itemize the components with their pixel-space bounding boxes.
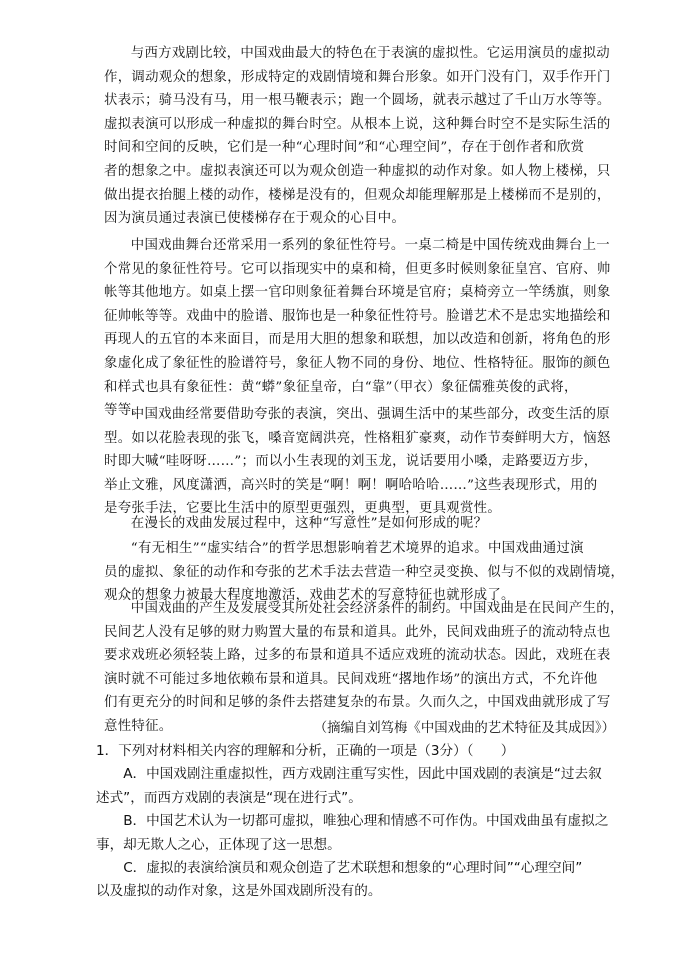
text-line: 征帅帐等等。戏曲中的脸谱、服饰也是一种象征性符号。脸谱艺术不是忠实地描绘和 bbox=[104, 308, 611, 324]
text-line: 虚拟表演可以形成一种虚拟的舞台时空。从根本上说，这种舞台时空不是实际生活的 bbox=[104, 116, 611, 132]
question-stem: 1．下列对材料相关内容的理解和分析，正确的一项是（3分）（ ） bbox=[96, 743, 515, 759]
option-b-line[interactable]: B．中国艺术认为一切都可虚拟，唯独心理和情感不可作伪。中国戏曲虽有虚拟之 bbox=[123, 813, 609, 830]
text-line: 个常见的象征性符号。它可以指现实中的桌和椅，但更多时候则象征皇宫、官府、帅 bbox=[104, 261, 611, 277]
source-citation: （摘编自刘笃梅《中国戏曲的艺术特征及其成因》） bbox=[313, 721, 615, 736]
option-b-line[interactable]: 事，却无欺人之心，正体现了这一思想。 bbox=[96, 836, 341, 853]
paragraph-economic-conditions bbox=[104, 597, 624, 739]
text-line: 等等。 bbox=[104, 403, 146, 419]
text-line: 与西方戏剧比较，中国戏曲最大的特色在于表演的虚拟性。它运用演员的虚拟动 bbox=[130, 46, 610, 61]
text-line: 演时就不可能过多地依赖布景和道具。民间戏班“撂地作场”的演出方式，不允许他 bbox=[104, 671, 598, 687]
paragraph-question-intro bbox=[104, 512, 604, 536]
text-line: 举止文雅，风度潇洒，高兴时的笑是“啊！啊！啊哈哈哈……”这些表现形式，用的 bbox=[104, 477, 598, 493]
option-a-line[interactable]: A．中国戏剧注重虚拟性，西方戏剧注重写实性，因此中国戏剧的表演是“过去叙 bbox=[123, 766, 602, 783]
paragraph-exaggeration bbox=[104, 403, 611, 521]
text-line: 中国戏曲舞台还常采用一系列的象征性符号。一桌二椅是中国传统戏曲舞台上一 bbox=[130, 238, 610, 253]
text-line: 时即大喊“哇呀呀……”；而以小生表现的刘玉龙，说话要用小嗓，走路要迈方步， bbox=[104, 454, 598, 470]
option-c-line[interactable]: C．虚拟的表演给演员和观众创造了艺术联想和想象的“心理时间”“心理空间” bbox=[123, 860, 583, 877]
paragraph-virtuality bbox=[104, 42, 611, 231]
text-line: 时间和空间的反映，它们是一种“心理时间”和“心理空间”，存在于创作者和欣赏 bbox=[104, 140, 585, 156]
question-1 bbox=[96, 740, 616, 904]
text-line: 再现人的五官的本来面目，而是用大胆的想象和联想，加以改造和创新，将角色的形 bbox=[104, 332, 611, 348]
text-line: 状表示；骑马没有马，用一根马鞭表示；跑一个圆场，就表示越过了千山万水等等。 bbox=[104, 93, 611, 109]
text-line: 做出提衣抬腿上楼的动作，楼梯是没有的，但观众却能理解那是上楼梯而不是别的， bbox=[104, 187, 611, 203]
text-line: 象虚化成了象征性的脸谱符号，象征人物不同的身份、地位、性格特征。服饰的颜色 bbox=[104, 355, 611, 371]
text-line: 意性特征。 bbox=[104, 718, 173, 734]
text-line: 民间艺人没有足够的财力购置大量的布景和道具。此外，民间戏曲班子的流动特点也 bbox=[104, 624, 611, 640]
text-line: 者的想象之中。虚拟表演还可以为观众创造一种虚拟的动作对象。如人物上楼梯，只 bbox=[104, 163, 611, 179]
text-line: 因为演员通过表演已使楼梯存在于观众的心目中。 bbox=[104, 211, 406, 227]
text-line: 和样式也具有象征性：黄“蟒”象征皇帝，白“靠”（甲衣）象征儒雅英俊的武将， bbox=[104, 379, 578, 395]
text-line: 在漫长的戏曲发展过程中，这种“写意性”是如何形成的呢？ bbox=[130, 516, 488, 531]
text-line: 是夸张手法，它要比生活中的原型更强烈，更典型，更具观赏性。 bbox=[104, 501, 502, 517]
text-line: 要求戏班必须轻装上路，过多的布景和道具不适应戏班的流动状态。因此，戏班在表 bbox=[104, 648, 611, 664]
text-line: 员的虚拟、象征的动作和夸张的艺术手法去营造一种空灵变换、似与不似的戏剧情境， bbox=[104, 564, 625, 580]
option-a-line[interactable]: 述式”，而西方戏剧的表演是“现在进行式”。 bbox=[96, 789, 362, 806]
text-line: 中国戏曲经常要借助夸张的表演，突出、强调生活中的某些部分，改变生活的原 bbox=[130, 407, 610, 422]
text-line: “有无相生”“虚实结合”的哲学思想影响着艺术境界的追求。中国戏曲通过演 bbox=[130, 541, 584, 556]
text-line: 中国戏曲的产生及发展受其所处社会经济条件的制约。中国戏曲是在民间产生的， bbox=[130, 601, 624, 616]
option-c-line[interactable]: 以及虚拟的动作对象，这是外国戏剧所没有的。 bbox=[96, 883, 382, 900]
text-line: 作，调动观众的想象，形成特定的戏剧情境和舞台形象。如开门没有门，双手作开门 bbox=[104, 69, 611, 85]
paragraph-symbolism bbox=[104, 234, 611, 423]
text-line: 们有更充分的时间和足够的条件去搭建复杂的布景。久而久之，中国戏曲就形成了写 bbox=[104, 695, 611, 711]
text-line: 帐等其他地方。如桌上摆一官印则象征着舞台环境是官府；桌椅旁立一竿绣旗，则象 bbox=[104, 285, 611, 301]
text-line: 观众的想象力被最大程度地激活，戏曲艺术的写意特征也就形成了。 bbox=[104, 588, 515, 604]
text-line: 型。如以花脸表现的张飞，嗓音宽阔洪亮，性格粗犷豪爽，动作节奏鲜明大方，恼怒 bbox=[104, 430, 611, 446]
